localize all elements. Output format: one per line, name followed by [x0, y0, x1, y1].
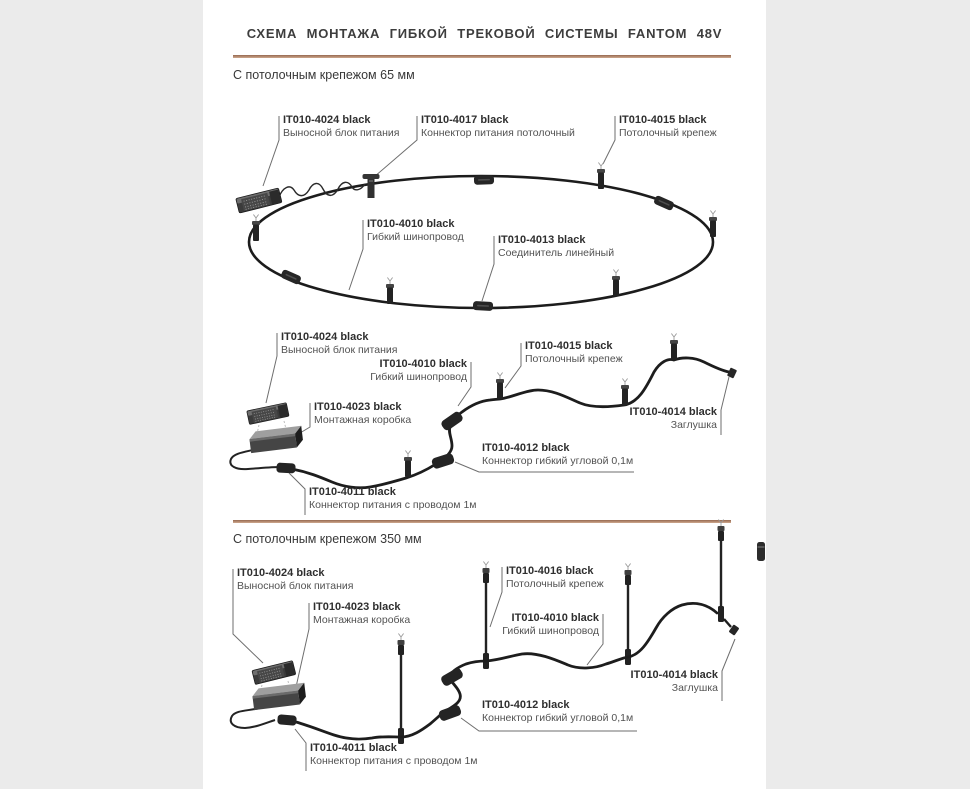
power-wire-connector: [276, 463, 295, 474]
ceiling-mount-65: [386, 278, 394, 305]
ceiling-mount-65: [496, 373, 504, 400]
ceiling-power-connector: [363, 174, 380, 198]
power-supply-unit: [236, 188, 282, 213]
mounting-box: [249, 426, 304, 453]
label-corner-connector: IT010-4012 black Коннектор гибкий угловой 0,1м: [482, 442, 634, 467]
corner-connector: [431, 452, 455, 469]
ceiling-mount-65: [621, 379, 629, 406]
section-heading-65mm: С потолочным крепежом 65 мм: [233, 68, 415, 82]
ceiling-mount-350: [625, 564, 632, 666]
label-power-supply: IT010-4024 black Выносной блок питания: [281, 331, 398, 356]
end-cap: [727, 367, 737, 378]
linear-joint: [474, 175, 494, 185]
label-end-cap: IT010-4014 black Заглушка: [630, 669, 718, 694]
linear-joint: [280, 269, 302, 285]
linear-joint: [653, 195, 675, 211]
section-heading-350mm: С потолочным крепежом 350 мм: [233, 532, 422, 546]
label-end-cap: IT010-4014 black Заглушка: [629, 406, 717, 431]
loose-mount-piece: [757, 542, 765, 561]
ceiling-mount-65: [709, 211, 717, 238]
ceiling-mount-65: [612, 270, 620, 297]
label-linear-joint: IT010-4013 black Соединитель линейный: [498, 234, 615, 259]
power-wire-connector: [277, 714, 297, 726]
label-mounting-box: IT010-4023 black Монтажная коробка: [313, 601, 411, 626]
linear-joint: [473, 301, 493, 311]
ceiling-mount-350: [483, 562, 490, 670]
label-corner-connector: IT010-4012 black Коннектор гибкий угловой 0,1м: [482, 699, 634, 724]
label-ceiling-power-connector: IT010-4017 black Коннектор питания потолочный: [421, 114, 575, 139]
power-supply-unit: [247, 403, 289, 425]
ceiling-mount-65: [404, 451, 412, 478]
label-power-wire-connector: IT010-4011 black Коннектор питания с проводом 1м: [310, 742, 478, 767]
label-power-wire-connector: IT010-4011 black Коннектор питания с проводом 1м: [309, 486, 477, 511]
ceiling-mount-65: [670, 334, 678, 361]
label-power-supply: IT010-4024 black Выносной блок питания: [237, 567, 354, 592]
label-flexible-track: IT010-4010 black Гибкий шинопровод: [367, 218, 464, 243]
diagram-350mm-line: [231, 520, 765, 772]
mounting-box: [252, 683, 307, 710]
ceiling-mount-350: [398, 634, 405, 745]
label-flexible-track: IT010-4010 black Гибкий шинопровод: [502, 612, 599, 637]
page-title: СХЕМА МОНТАЖА ГИБКОЙ ТРЕКОВОЙ СИСТЕМЫ FANTOM 48V: [246, 26, 723, 41]
ceiling-mount-65: [252, 215, 260, 242]
label-ceiling-mount-350: IT010-4016 black Потолочный крепеж: [506, 565, 604, 590]
flexible-track-ring: [249, 176, 713, 308]
label-flexible-track: IT010-4010 black Гибкий шинопровод: [370, 358, 467, 383]
label-mounting-box: IT010-4023 black Монтажная коробка: [314, 401, 412, 426]
corner-connector: [440, 667, 465, 688]
label-ceiling-mount-65: IT010-4015 black Потолочный крепеж: [525, 340, 623, 365]
label-power-supply: IT010-4024 black Выносной блок питания: [283, 114, 400, 139]
leader-lines: [263, 116, 615, 301]
track-end-segment: [724, 619, 731, 627]
diagram-65mm-ring: [236, 116, 717, 311]
power-wire: [231, 708, 275, 728]
ceiling-mount-350: [718, 520, 725, 623]
power-supply-unit: [252, 661, 296, 685]
label-ceiling-mount-65: IT010-4015 black Потолочный крепеж: [619, 114, 717, 139]
ceiling-mount-65: [597, 163, 605, 190]
